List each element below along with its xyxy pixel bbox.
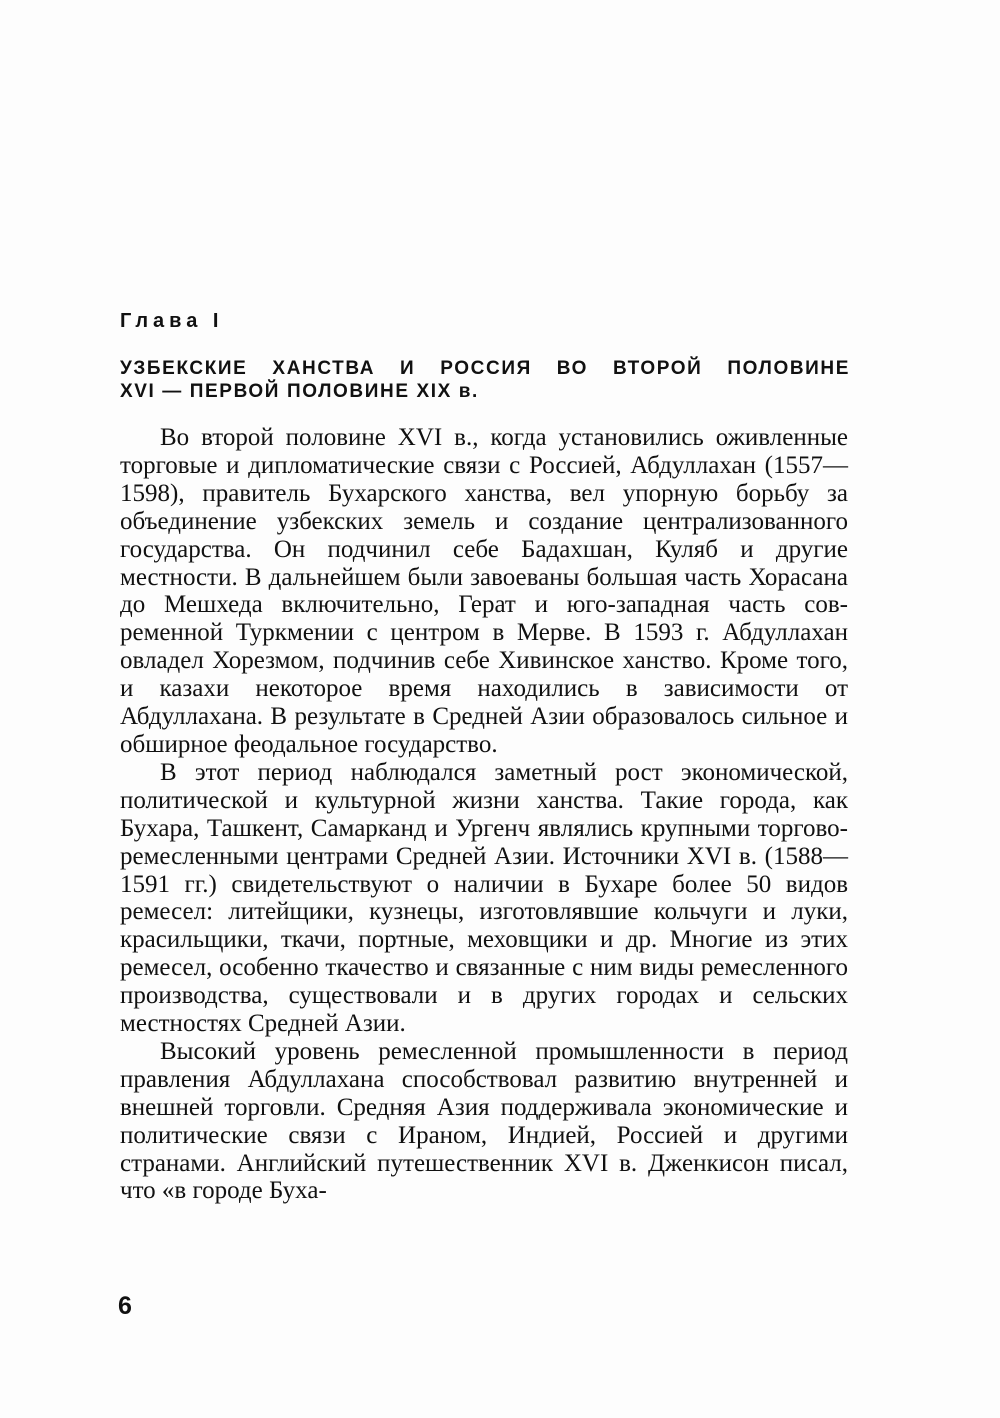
chapter-title-line-1: УЗБЕКСКИЕ ХАНСТВА И РОССИЯ ВО ВТОРОЙ ПОЛОВИНЕ	[120, 358, 850, 379]
body-text	[120, 424, 848, 1205]
chapter-title-line-2: XVI — ПЕРВОЙ ПОЛОВИНЕ XIX в.	[120, 381, 479, 402]
chapter-title	[120, 357, 850, 403]
paragraph: В этот период наблюдался заметный рост экономической, политической и культурной жизни ханства. Такие города, как Бухара, Ташкент, Самарканд и Ургенч являлись крупными торгово-ремесленными центрами Средней Азии. Источники XVI в. (1588—1591 гг.) свидетельствуют о наличии в Бухаре более 50 видов ремесел: литейщики, кузнецы, изготовлявшие кольчуги и луки, красильщики, ткачи, портные, меховщики и др. Многие из этих ремесел, особенно ткачество и связанные с ним виды ремесленного производства, существовали и в других городах и сельских местностях Средней Азии.	[120, 758, 848, 1038]
chapter-label: Глава I	[120, 310, 224, 332]
paragraph: Во второй половине XVI в., когда установились оживленные торговые и дипломатические связи с Россией, Абдуллахан (1557—1598), правитель Бухарского ханства, вел упорную борьбу за объединение узбекских земель и создание централизованного государства. Он подчинил себе Бадахшан, Куляб и другие местности. В дальнейшем были завоеваны большая часть Хорасана до Мешхеда включительно, Герат и юго-западная часть современной Туркмении с центром в Мерве. В 1593 г. Абдуллахан овладел Хорезмом, подчинив себе Хивинское ханство. Кроме того, и казахи некоторое время находились в зависимости от Абдуллахана. В результате в Средней Азии образовалось сильное и обширное феодальное государство.	[120, 424, 848, 758]
paragraph: Высокий уровень ремесленной промышленности в период правления Абдуллахана способствовал развитию внутренней и внешней торговли. Средняя Азия поддерживала экономические и политические связи с Ираном, Индией, Россией и другими странами. Английский путешественник XVI в. Дженкисон писал, что «в городе Буха-	[120, 1037, 848, 1205]
page-number: 6	[118, 1292, 132, 1320]
